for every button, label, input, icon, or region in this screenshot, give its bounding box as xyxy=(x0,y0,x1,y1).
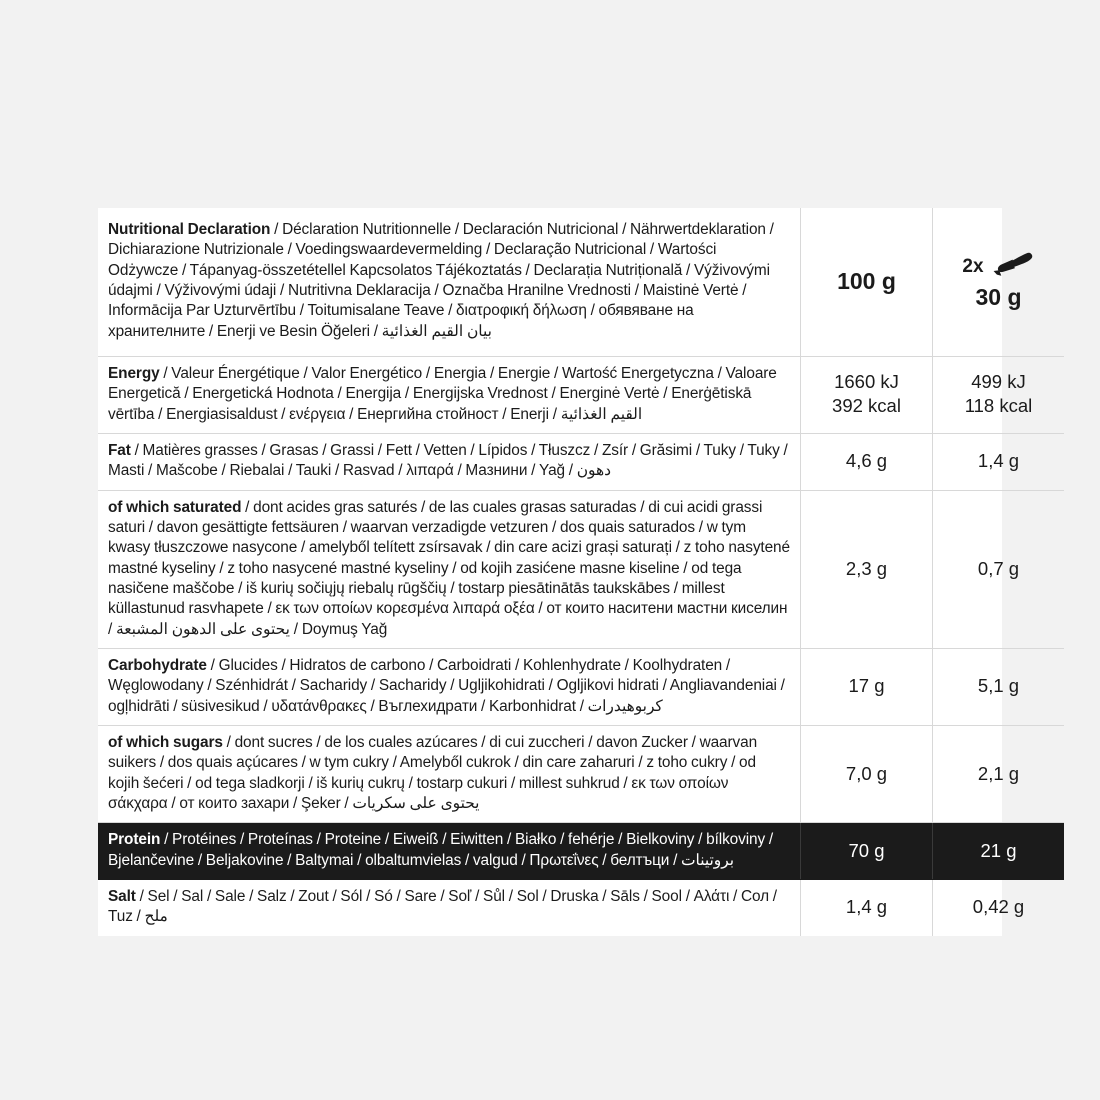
row-label-rest: / dont sucres / de los cuales azúcares / di cui zuccheri / davon Zucker / waarvan suikers / dos quais açúcares / w tym cukry / Amelyből cukrok / din care zaharuri / z toho cukry / od kojih šećeri / od tega sladkorji / iš kurių cukrų / tostarp cukuri / millest suhkrud / εκ των οποίων σάκχαρα / от които захари / Şeker / يحتوى على سكريات xyxy=(108,733,758,812)
row-label-rest: / Protéines / Proteínas / Proteine / Eiweiß / Eiwitten / Białko / fehérje / Bielkoviny / bílkoviny / Bjelančevine / Beljakovine / Baltymai / olbaltumvielas / valgud / Πρωτεΐνες / белтъци / بروتينات xyxy=(108,831,774,869)
row-label-rest: / dont acides gras saturés / de las cuales grasas saturadas / di cui acidi grassi saturi / davon gesättigte fettsäuren / waarvan verzadigde vetzuren / dos quais saturados / w tym kwasy tłuszczowe nasycone / amelyből telített zsírsavak / din care acizi grași saturați / z toho nasytené mastné kyseliny / z toho nasycené mastné kyseliny / od kojih zasićene masne kiseline / od tega nasičene maščobe / iš kurių sočiųjų riebalų rūgščių / tostarp piesātinātās taukskābes / millest küllastunud rasvhapete / εκ των οποίων κορεσμένα λιπαρά οξέα / от които наситени мастни киселин / يحتوى على الدهون المشبعة / Doymuş Yağ xyxy=(108,498,790,638)
row-label-rest: / Glucides / Hidratos de carbono / Carboidrati / Kohlenhydrate / Koolhydraten / Węglowodany / Szénhidrát / Sacharidy / Sacharidy / Ugljikohidrati / Ogljikovi hidrati / Angliavandeniai / ogļhidrāti / süsivesikud / υδατάνθρακες / Въглехидрати / Karbonhidrat / كربوهيدرات xyxy=(108,656,785,715)
row-label-rest: / Déclaration Nutritionnelle / Declaración Nutricional / Nährwertdeklaration / Dichiarazione Nutrizionale / Voedingswaardevermelding / Declaração Nutricional / Wartości Odżywcze / Tápanyag-összetétellel Kapcsolatos Tájékoztatás / Declarația Nutrițională / Výživovými údajmi / Výživovými údaji / Nutritivna Deklaracija / Označba Hranilne Vrednosti / Maistinė Vertė / Informācija Par Uzturvērtību / Toitumisalane Teave / διατροφική δήλωση / обявяване на хранителните / Enerji ve Besin Öğeleri / بيان القيم الغذائية xyxy=(108,221,774,340)
value-serving-energy: 499 kJ 118 kcal xyxy=(933,356,1065,433)
row-label-bold: of which saturated xyxy=(108,498,242,516)
value-serving-of-which-saturated: 0,7 g xyxy=(933,490,1065,648)
value-serving-of-which-sugars: 2,1 g xyxy=(933,725,1065,822)
nutrition-table xyxy=(98,208,1064,936)
row-label-rest: / Matières grasses / Grasas / Grassi / Fett / Vetten / Lípidos / Tłuszcz / Zsír / Grăsimi / Tuky / Tuky / Masti / Mašcobe / Riebalai / Tauki / Rasvad / λιπαρά / Мазнини / Yağ / دهون xyxy=(108,441,788,480)
row-label-fat xyxy=(98,433,801,490)
value-100g-protein: 70 g xyxy=(801,823,933,880)
serving-multiplier: 2x xyxy=(962,255,984,277)
table-row-energy xyxy=(98,356,1064,433)
row-label-rest: / Sel / Sal / Sale / Salz / Zout / Sól / Só / Sare / Soľ / Sůl / Sol / Druska / Sāls / Sool / Αλάτι / Сол / Tuz / ملح xyxy=(108,887,777,926)
table-row-of-which-sugars xyxy=(98,725,1064,822)
serving-weight: 30 g xyxy=(975,284,1022,311)
table-row-of-which-saturated xyxy=(98,490,1064,648)
column-header-serving xyxy=(933,208,1065,356)
value-serving-carbohydrate: 5,1 g xyxy=(933,648,1065,725)
table-row-salt xyxy=(98,879,1064,935)
value-100g-energy: 1660 kJ 392 kcal xyxy=(801,356,933,433)
value-100g-of-which-saturated: 2,3 g xyxy=(801,490,933,648)
value-serving-fat: 1,4 g xyxy=(933,433,1065,490)
row-label-salt xyxy=(98,879,801,935)
row-label-protein xyxy=(98,823,801,880)
row-label-of-which-saturated xyxy=(98,490,801,648)
row-label-bold: Salt xyxy=(108,887,136,905)
row-label-bold: of which sugars xyxy=(108,733,223,751)
value-100g-carbohydrate: 17 g xyxy=(801,648,933,725)
value-100g-salt: 1,4 g xyxy=(801,879,933,935)
scoop-icon xyxy=(989,251,1035,282)
value-serving-salt: 0,42 g xyxy=(933,879,1065,935)
table-row-carbohydrate xyxy=(98,648,1064,725)
row-label-bold: Protein xyxy=(108,831,161,849)
value-100g-fat: 4,6 g xyxy=(801,433,933,490)
row-label-of-which-sugars xyxy=(98,725,801,822)
column-header-100g: 100 g xyxy=(801,208,933,356)
row-label-bold: Carbohydrate xyxy=(108,656,207,674)
row-label-energy xyxy=(98,356,801,433)
table-row-fat xyxy=(98,433,1064,490)
row-label-bold: Fat xyxy=(108,441,131,459)
row-label-bold: Nutritional Declaration xyxy=(108,221,271,238)
row-label-rest: / Valeur Énergétique / Valor Energético / Energia / Energie / Wartość Energetyczna / Valoare Energetică / Energetická Hodnota / Energija / Energijska Vrednost / Energinė Vertė / Enerģētiskā vērtība / Energiasisaldust / ενέργεια / Енергийна стойност / Enerji / القيم الغذائية xyxy=(108,364,777,423)
value-serving-protein: 21 g xyxy=(933,823,1065,880)
table-row-protein xyxy=(98,823,1064,880)
nutrition-table-panel xyxy=(98,208,1033,936)
table-row-header xyxy=(98,208,1064,356)
row-label-bold: Energy xyxy=(108,364,160,382)
value-100g-of-which-sugars: 7,0 g xyxy=(801,725,933,822)
row-label-carbohydrate xyxy=(98,648,801,725)
row-label-nutritional-declaration xyxy=(98,208,801,356)
